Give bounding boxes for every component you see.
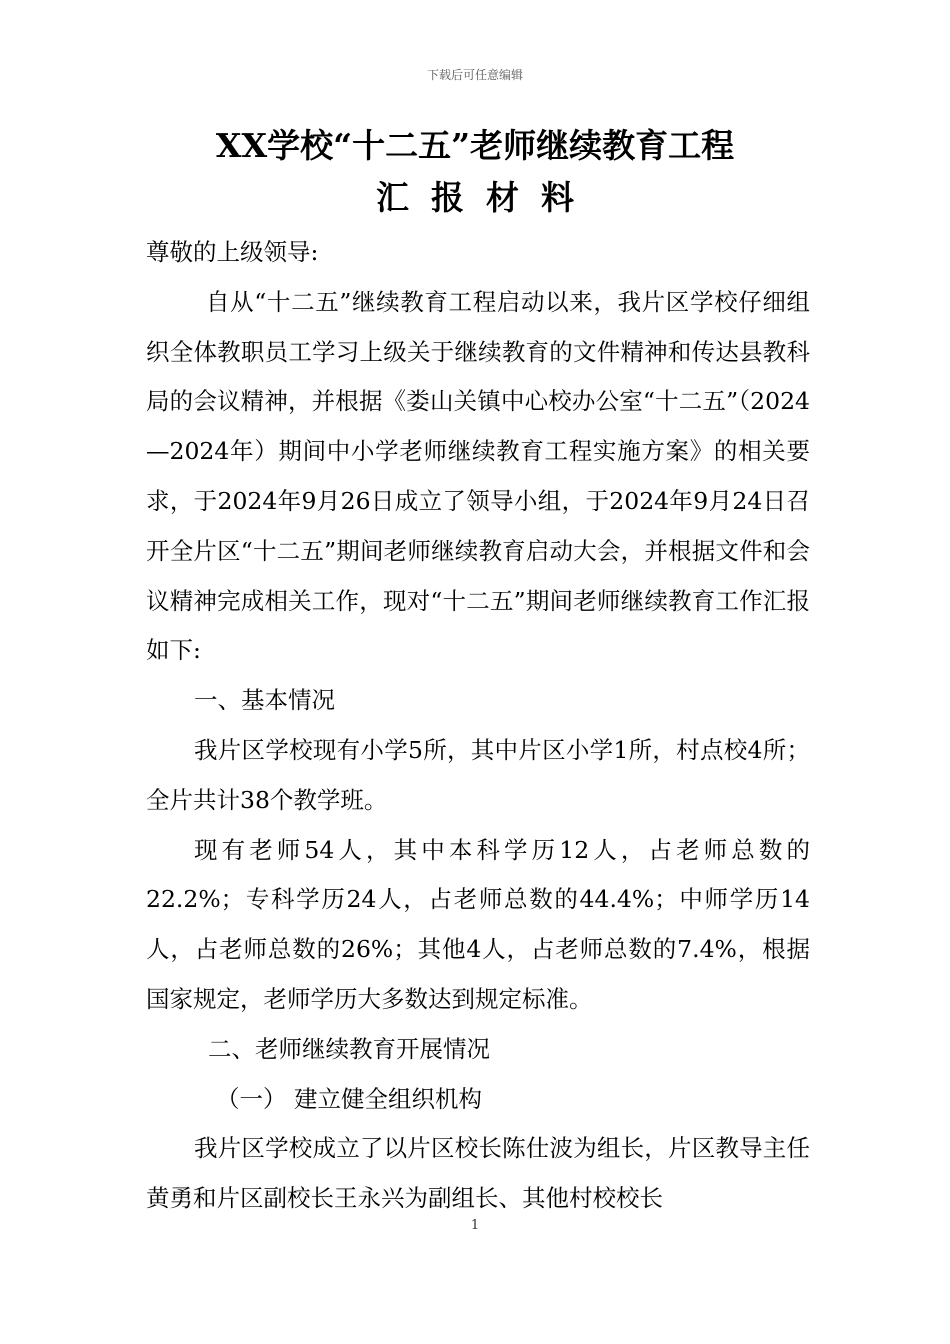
salutation: 尊敬的上级领导: — [146, 238, 319, 266]
paragraph-schools: 我片区学校现有小学5所，其中片区小学1所，村点校4所；全片共计38个教学班。 — [146, 735, 810, 814]
document-subtitle: 汇报材料 — [376, 178, 596, 217]
section-heading-basic: 一、基本情况 — [194, 686, 335, 715]
subsection-heading-organization: （一） 建立健全组织机构 — [216, 1084, 482, 1113]
document-title: XX学校“十二五”老师继续教育工程 — [215, 126, 735, 165]
document-body — [146, 228, 810, 1224]
section-heading-education: 二、老师继续教育开展情况 — [208, 1034, 490, 1063]
paragraph-organization: 我片区学校成立了以片区校长陈仕波为组长，片区教导主任黄勇和片区副校长王永兴为副组长、其他村校校长 — [146, 1134, 810, 1213]
intro-paragraph: 自从“十二五”继续教育工程启动以来，我片区学校仔细组织全体教职员工学习上级关于继续教育的文件精神和传达县教科局的会议精神，并根据《娄山关镇中心校办公室“十二五”（2024—2024年）期间中小学老师继续教育工程实施方案》的相关要求，于2024年9月26日成立了领导小组，于2024年9月24日召开全片区“十二五”期间老师继续教育启动大会，并根据文件和会议精神完成相关工作，现对“十二五”期间老师继续教育工作汇报如下: — [146, 287, 810, 665]
page-number: 1 — [470, 1218, 480, 1233]
paragraph-teachers: 现有老师54人，其中本科学历12人，占老师总数的22.2%；专科学历24人，占老师总数的44.4%；中师学历14人，占老师总数的26%；其他4人，占老师总数的7.4%，根据国家规定，老师学历大多数达到规定标准。 — [146, 835, 810, 1013]
header-note: 下载后可任意编辑 — [426, 68, 523, 82]
